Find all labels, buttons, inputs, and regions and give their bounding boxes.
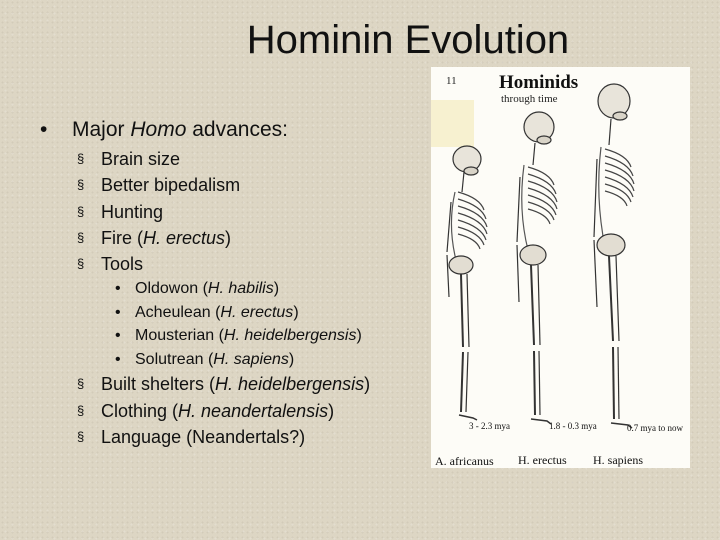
bullet-marker: • (40, 118, 48, 141)
species-africanus: A. africanus (435, 454, 494, 468)
bullet-item-level-2 (40, 146, 440, 172)
bullet-text: Mousterian ( (135, 327, 224, 345)
bullet-marker: • (115, 350, 121, 368)
square-bullet-marker: § (77, 177, 85, 193)
bullet-item-level-2 (40, 398, 440, 424)
bullet-item-level-2 (40, 225, 440, 251)
bullet-item-level-3 (40, 324, 440, 348)
figure-subheading: through time (501, 93, 558, 105)
species-erectus: H. erectus (518, 453, 567, 467)
square-bullet-marker: § (77, 203, 85, 219)
bullet-text: Better bipedalism (101, 175, 241, 196)
species-sapiens: H. sapiens (593, 453, 643, 467)
skeleton-erectus (517, 112, 557, 424)
bullet-text: Clothing ( (101, 400, 179, 421)
bullet-item-level-2 (40, 199, 440, 225)
bullet-text: ) (273, 280, 280, 298)
bullet-text: Language (Neandertals?) (101, 427, 306, 448)
bullet-marker: • (115, 280, 121, 298)
italic-taxon-text: H. erectus (220, 303, 294, 321)
date-sapiens: 0.7 mya to now (627, 423, 683, 433)
italic-taxon-text: H. erectus (143, 227, 226, 248)
bullet-text: Brain size (101, 149, 181, 169)
bullet-list (40, 116, 440, 450)
bullet-text: Solutrean ( (135, 350, 214, 368)
bullet-item-level-3 (40, 277, 440, 301)
bullet-marker: • (115, 303, 121, 321)
bullet-item-level-2 (40, 371, 440, 397)
figure-heading: Hominids (499, 72, 579, 93)
skeletons-illustration (431, 67, 690, 468)
square-bullet-marker: § (77, 229, 85, 245)
italic-taxon-text: H. heidelbergensis (215, 374, 365, 395)
bullet-item-level-3 (40, 301, 440, 325)
bullet-text: ) (328, 400, 335, 421)
bullet-text: Major (72, 118, 131, 141)
bullet-text: ) (293, 303, 299, 321)
bullet-text: ) (364, 374, 371, 395)
bullet-text: advances: (186, 118, 288, 141)
bullet-text: ) (225, 227, 232, 248)
bullet-text: ) (288, 350, 295, 368)
skeleton-africanus (447, 146, 487, 420)
bullet-item-level-2 (40, 251, 440, 277)
square-bullet-marker: § (77, 151, 85, 166)
italic-taxon-text: H. habilis (207, 280, 274, 298)
bullet-item-level-2 (40, 424, 440, 450)
bullet-text: ) (356, 327, 362, 345)
bullet-item-level-1 (40, 116, 440, 144)
square-bullet-marker: § (77, 402, 85, 418)
italic-taxon-text: H. sapiens (213, 350, 289, 368)
italic-taxon-text: H. neandertalensis (178, 400, 329, 421)
square-bullet-marker: § (77, 429, 85, 445)
skeleton-sapiens (594, 84, 634, 428)
bullet-item-level-2 (40, 172, 440, 198)
square-bullet-marker: § (77, 376, 85, 392)
figure-page-number: 11 (446, 75, 457, 87)
bullet-text: Tools (101, 254, 144, 275)
slide-title: Hominin Evolution (246, 18, 570, 62)
bullet-text: Acheulean ( (135, 303, 221, 321)
bullet-text: Oldowon ( (135, 280, 208, 298)
square-bullet-marker: § (77, 256, 85, 272)
date-erectus: 1.8 - 0.3 mya (549, 421, 597, 431)
italic-taxon-text: Homo (130, 118, 187, 141)
bullet-item-level-3 (40, 348, 440, 372)
bullet-text: Hunting (101, 201, 164, 222)
hominid-figure (431, 67, 690, 468)
bullet-marker: • (115, 327, 121, 345)
italic-taxon-text: H. heidelbergensis (223, 327, 357, 345)
bullet-text: Built shelters ( (101, 374, 216, 395)
date-africanus: 3 - 2.3 mya (469, 421, 510, 431)
bullet-text: Fire ( (101, 227, 143, 248)
